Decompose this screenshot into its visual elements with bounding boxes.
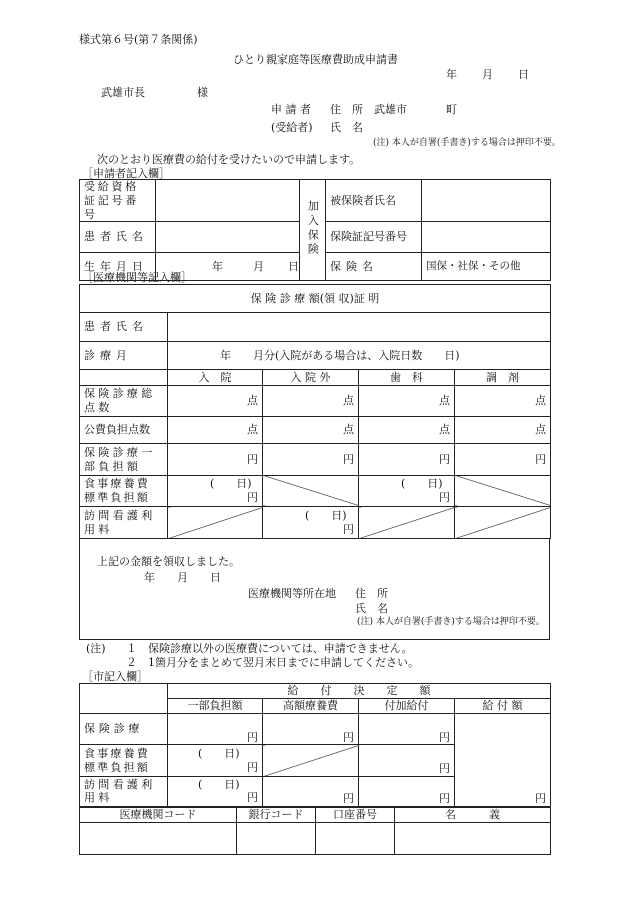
city-meal-copay[interactable]: ( 日) 円 [168, 745, 263, 776]
treatment-month-label: 診療月 [80, 341, 168, 369]
eligibility-label: 受給資格証記号番号 [80, 180, 156, 222]
city-table [79, 683, 551, 807]
city-section-label: ［市記入欄］ [82, 670, 148, 683]
col-blank [80, 370, 168, 385]
copay-dental[interactable]: 円 [359, 444, 455, 475]
med-patient-name-field[interactable] [168, 313, 551, 341]
insurance-type-options[interactable]: 国保・社保・その他 [422, 253, 551, 281]
address-city: 武雄市 [374, 103, 407, 116]
col-copay: 一部負担額 [168, 698, 263, 713]
col-benefit: 給 付 額 [455, 698, 551, 713]
total-points-label: 保険診療総点数 [80, 385, 168, 416]
decision-title: 給 付 決 定 額 [168, 684, 551, 699]
visit-nursing-outpatient[interactable]: ( 日) 円 [263, 507, 359, 539]
city-visit-high-cost[interactable]: 円 [263, 776, 359, 806]
received-date: 年 月 日 [144, 571, 221, 584]
city-corner [80, 684, 168, 714]
address-town: 町 [446, 103, 457, 116]
eligibility-field[interactable] [156, 180, 300, 222]
copay-outpatient[interactable]: 円 [263, 444, 359, 475]
account-number-field[interactable] [316, 822, 395, 854]
total-points-outpatient[interactable]: 点 [263, 385, 359, 416]
address-label: 住 所 [330, 103, 363, 116]
facility-sign-note: (注) 本人が自署(手書き)する場合は押印不要。 [357, 617, 545, 627]
total-points-pharmacy[interactable]: 点 [455, 385, 551, 416]
bank-code-field[interactable] [237, 822, 316, 854]
medical-title: 保 険 診 療 額(領 収)証 明 [80, 285, 551, 313]
public-points-outpatient[interactable]: 点 [263, 417, 359, 444]
addressee-honorific: 様 [197, 86, 208, 99]
insured-name-label: 被保険者氏名 [326, 180, 422, 222]
city-insurance-label: 保険診療 [80, 714, 168, 745]
birth-date-label: 生年月日 [80, 253, 156, 281]
col-inpatient: 入 院 [168, 370, 263, 385]
applicant-label: 申 請 者 [271, 103, 311, 116]
city-meal-high-cost-na [263, 745, 359, 776]
col-outpatient: 入 院 外 [263, 370, 359, 385]
public-points-pharmacy[interactable]: 点 [455, 417, 551, 444]
cert-number-field[interactable] [422, 222, 551, 253]
city-meal-label: 食事療養費標準負担額 [80, 745, 168, 776]
city-insurance-high-cost[interactable]: 円 [263, 714, 359, 745]
treatment-month-field[interactable]: 年 月分(入院がある場合は、入院日数 日) [168, 341, 551, 369]
account-holder-field[interactable] [395, 822, 551, 854]
visit-nursing-dental-na [359, 507, 455, 539]
facility-label: 医療機関等所在地 [248, 587, 336, 600]
date-day: 日 [518, 68, 529, 81]
date-month: 月 [482, 68, 493, 81]
col-dental: 歯 科 [359, 370, 455, 385]
patient-name-label: 患者氏名 [80, 222, 156, 253]
form-number: 様式第６号(第７条関係) [79, 33, 198, 46]
col-account-number: 口座番号 [316, 808, 395, 823]
city-visit-label: 訪問看護利用料 [80, 776, 168, 806]
city-visit-additional[interactable]: 円 [359, 776, 455, 806]
copay-inpatient[interactable]: 円 [168, 444, 263, 475]
col-bank-code: 銀行コード [237, 808, 316, 823]
city-insurance-copay[interactable]: 円 [168, 714, 263, 745]
patient-name-field[interactable] [156, 222, 300, 253]
page-title: ひとり親家庭等医療費助成申請書 [233, 53, 398, 66]
meal-cost-dental[interactable]: ( 日) 円 [359, 475, 455, 506]
note-1: １ 保険診療以外の医療費については、申請できません。 [126, 642, 413, 655]
facility-name-label: 氏 名 [355, 602, 388, 615]
applicant-section-label: ［申請者記入欄］ [82, 167, 170, 180]
bank-table [79, 807, 551, 855]
meal-cost-inpatient[interactable]: ( 日) 円 [168, 475, 263, 506]
meal-cost-outpatient-na [263, 475, 359, 506]
city-insurance-additional[interactable]: 円 [359, 714, 455, 745]
city-visit-copay[interactable]: ( 日) 円 [168, 776, 263, 806]
copay-pharmacy[interactable]: 円 [455, 444, 551, 475]
city-benefit-total[interactable]: 円 [455, 714, 551, 807]
medical-section-label: ［医療機関等記入欄］ [82, 271, 192, 284]
insurance-label: 加入保険 [300, 180, 326, 281]
meal-cost-label: 食事療養費標準負担額 [80, 475, 168, 506]
meal-cost-pharmacy-na [455, 475, 551, 506]
insured-name-field[interactable] [422, 180, 551, 222]
col-facility-code: 医療機関コード [80, 808, 237, 823]
total-points-dental[interactable]: 点 [359, 385, 455, 416]
med-patient-name-label: 患者氏名 [80, 313, 168, 341]
public-points-label: 公費負担点数 [80, 417, 168, 444]
facility-code-field[interactable] [80, 822, 237, 854]
recipient-label: (受給者) [271, 121, 313, 134]
addressee: 武雄市長 [101, 86, 145, 99]
col-account-holder: 名 義 [395, 808, 551, 823]
insurance-name-label: 保険名 [326, 253, 422, 281]
applicant-table [79, 179, 551, 284]
city-meal-additional[interactable]: 円 [359, 745, 455, 776]
medical-table [79, 284, 551, 539]
received-text: 上記の金額を領収しました。 [97, 555, 240, 568]
public-points-inpatient[interactable]: 点 [168, 417, 263, 444]
visit-nursing-pharmacy-na [455, 507, 551, 539]
total-points-inpatient[interactable]: 点 [168, 385, 263, 416]
facility-address-label: 住 所 [355, 587, 388, 600]
note-2: ２ 1箇月分をまとめて翌月末日までに申請してください。 [126, 656, 419, 669]
visit-nursing-label: 訪問看護利用料 [80, 507, 168, 539]
col-additional: 付加給付 [359, 698, 455, 713]
public-points-dental[interactable]: 点 [359, 417, 455, 444]
notes-label: (注) [86, 642, 106, 655]
cert-number-label: 保険証記号番号 [326, 222, 422, 253]
intro-text: 次のとおり医療費の給付を受けたいので申請します。 [97, 153, 361, 166]
name-label: 氏 名 [330, 121, 363, 134]
birth-date-field[interactable]: 年 月 日 [156, 253, 300, 281]
visit-nursing-inpatient-na [168, 507, 263, 539]
date-year: 年 [446, 68, 457, 81]
col-high-cost: 高額療養費 [263, 698, 359, 713]
copay-label: 保険診療一部負担額 [80, 444, 168, 475]
col-pharmacy: 調 剤 [455, 370, 551, 385]
sign-note: (注) 本人が自署(手書き)する場合は押印不要。 [373, 138, 561, 148]
